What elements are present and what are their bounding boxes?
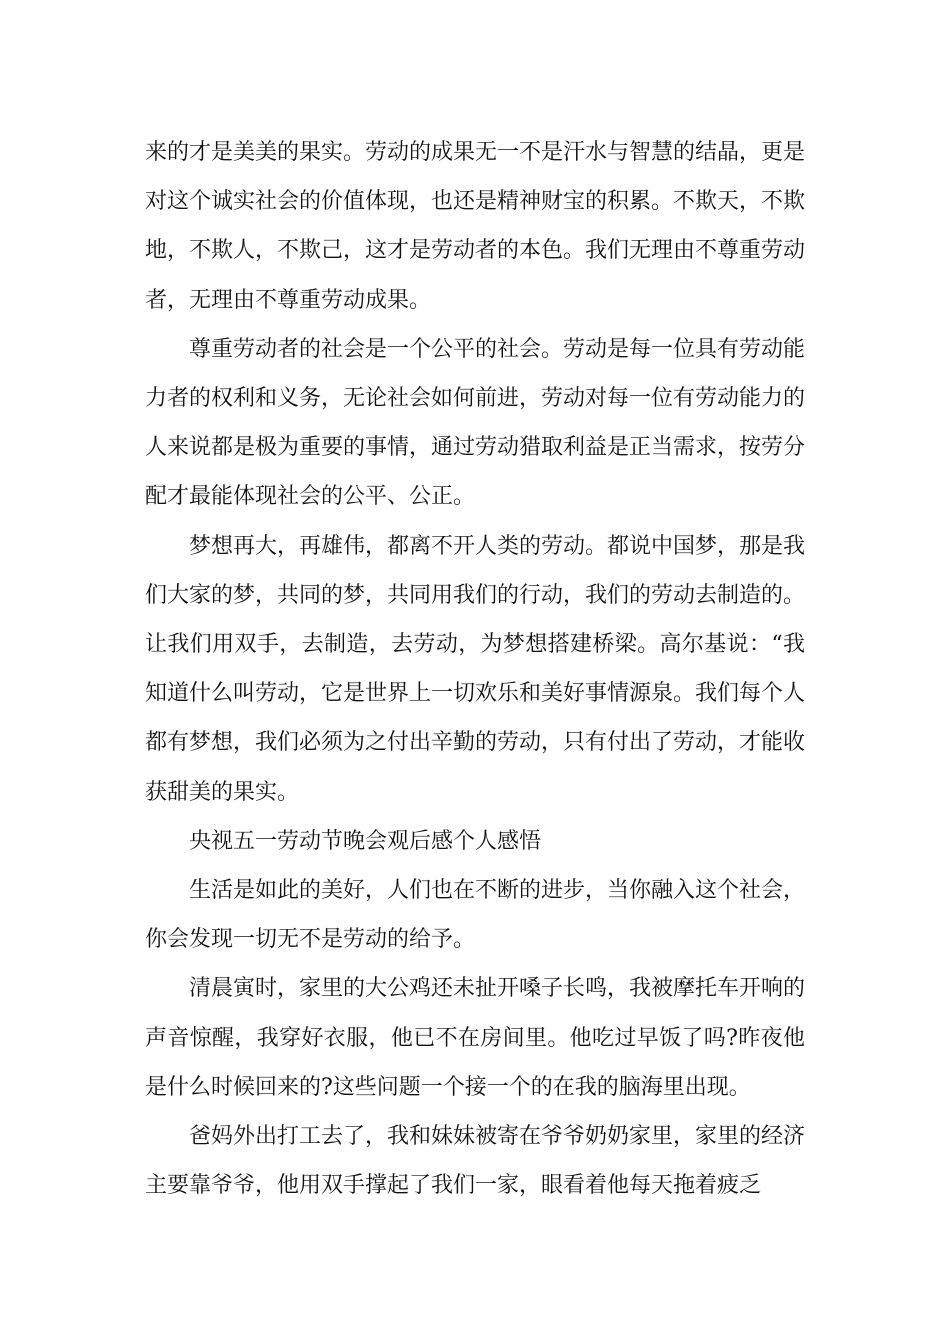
document-body bbox=[145, 128, 805, 1210]
paragraph-4: 生活是如此的美好，人们也在不断的进步，当你融入这个社会，你会发现一切无不是劳动的给予。 bbox=[145, 878, 806, 953]
paragraph-6: 爸妈外出打工去了，我和妹妹被寄在爷爷奶奶家里，家里的经济主要靠爷爷，他用双手撑起了我们一家，眼看着他每天拖着疲乏 bbox=[145, 1124, 806, 1199]
paragraph-3: 梦想再大，再雄伟，都离不开人类的劳动。都说中国梦，那是我们大家的梦，共同的梦，共同用我们的行动，我们的劳动去制造的。让我们用双手，去制造，去劳动，为梦想搭建桥梁。高尔基说：“我知道什么叫劳动，它是世界上一切欢乐和美好事情源泉。我们每个人都有梦想，我们必须为之付出辛勤的劳动，只有付出了劳动，才能收获甜美的果实。 bbox=[145, 533, 806, 805]
paragraph-2: 尊重劳动者的社会是一个公平的社会。劳动是每一位具有劳动能力者的权利和义务，无论社会如何前进，劳动对每一位有劳动能力的人来说都是极为重要的事情，通过劳动猎取利益是正当需求，按劳分配才最能体现社会的公平、公正。 bbox=[145, 336, 806, 510]
paragraph-5: 清晨寅时，家里的大公鸡还未扯开嗓子长鸣，我被摩托车开响的声音惊醒，我穿好衣服，他已不在房间里。他吃过早饭了吗?昨夜他是什么时候回来的?这些问题一个接一个的在我的脑海里出现。 bbox=[145, 976, 806, 1100]
paragraph-1: 来的才是美美的果实。劳动的成果无一不是汗水与智慧的结晶，更是对这个诚实社会的价值体现，也还是精神财宝的积累。不欺天，不欺地，不欺人，不欺己，这才是劳动者的本色。我们无理由不尊重劳动者，无理由不尊重劳动成果。 bbox=[145, 140, 806, 313]
section-heading: 央视五一劳动节晚会观后感个人感悟 bbox=[189, 828, 542, 854]
